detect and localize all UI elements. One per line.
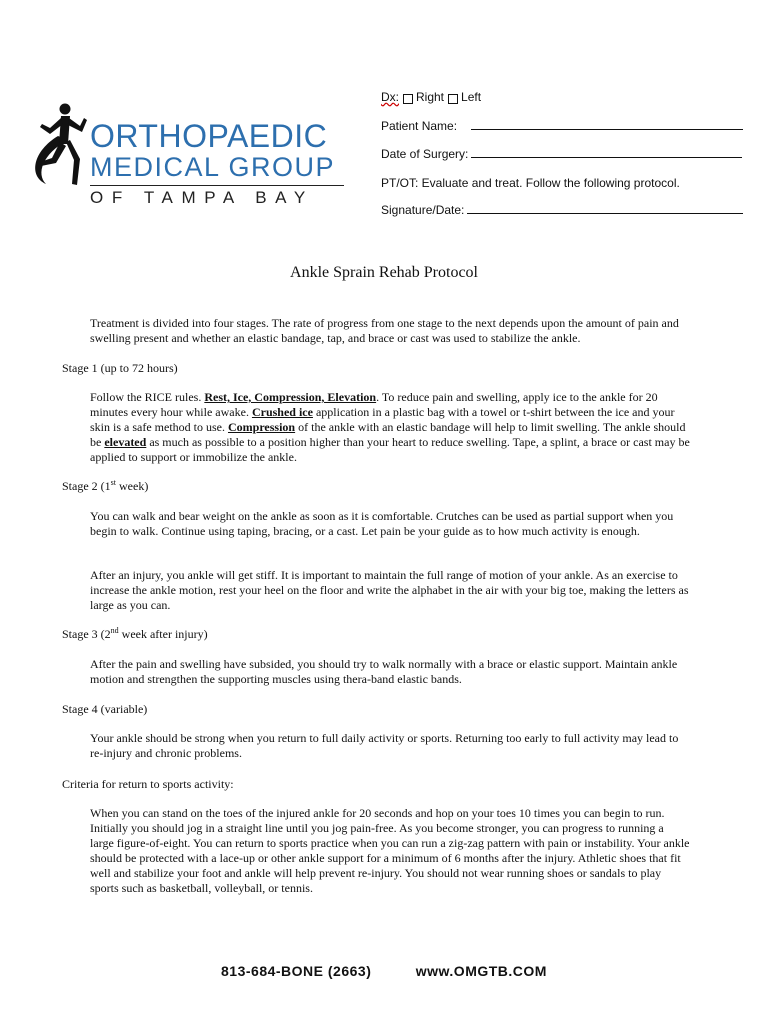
stage-4-heading: Stage 4 (variable)	[62, 702, 148, 716]
dx-row	[381, 90, 481, 104]
right-label: Right	[416, 90, 445, 104]
ptot-row	[381, 176, 680, 190]
logo-divider	[90, 185, 344, 186]
patient-name-label: Patient Name:	[381, 119, 458, 133]
criteria-heading: Criteria for return to sports activity:	[62, 777, 234, 791]
stage-2-paragraph-1: You can walk and bear weight on the ankle as soon as it is comfortable. Crutches can be used as partial support when you begin to walk. Continue using taping, bracing, or a cast. Let pain be your guide as to how much activity is enough.	[90, 509, 674, 538]
stage-2-heading: Stage 2 (1st week)	[62, 478, 149, 493]
surgery-date-row	[381, 147, 742, 161]
criteria-paragraph: When you can stand on the toes of the injured ankle for 20 seconds and hop on your toes 10 times you can begin to run. Initially you should jog in a straight line until you jog pain-free. As you become stronger, you can progress to running a large figure-of-eight. You can return to sports practice when you can run a zig-zag pattern with pain or instability. Your ankle should be protected with a lace-up or other ankle support for a minimum of 6 months after the injury. Athletic shoes that fit well and stabilize your foot and ankle will help prevent re-injury. You should not wear running shoes or sandals to play sports such as basketball, volleyball, or tennis.	[90, 806, 690, 895]
date-of-surgery-field[interactable]	[471, 156, 742, 158]
intro-paragraph: Treatment is divided into four stages. The rate of progress from one stage to the next depends upon the amount of pain and swelling present and whether an elastic bandage, tap, and brace or cast was used to stabilize the ankle.	[90, 316, 679, 345]
left-checkbox[interactable]	[448, 94, 458, 104]
logo-line-1: ORTHOPAEDIC	[90, 118, 328, 154]
stage-3-paragraph: After the pain and swelling have subsided, you should try to walk normally with a brace or elastic support. Maintain ankle motion and strengthen the supporting muscles using thera-band elastic bands.	[90, 657, 678, 686]
stage-3-heading: Stage 3 (2nd week after injury)	[62, 626, 208, 641]
signature-label: Signature/Date:	[381, 203, 465, 217]
practice-logo	[28, 96, 358, 216]
patient-name-field[interactable]	[471, 128, 743, 130]
right-checkbox[interactable]	[403, 94, 413, 104]
ptot-instruction: PT/OT: Evaluate and treat. Follow the following protocol.	[381, 176, 680, 190]
document-title: Ankle Sprain Rehab Protocol	[290, 264, 478, 281]
dx-label: Dx:	[381, 90, 399, 104]
signature-row	[381, 203, 743, 217]
logo-line-3: OF TAMPA BAY	[90, 188, 314, 207]
left-label: Left	[461, 90, 482, 104]
patient-name-row	[381, 119, 743, 133]
footer	[0, 963, 768, 979]
date-of-surgery-label: Date of Surgery:	[381, 147, 469, 161]
stage-2-paragraph-2: After an injury, you ankle will get stiff. It is important to maintain the full range of motion of your ankle. As an exercise to increase the ankle motion, rest your heel on the floor and write the alphabet in the air with your big toe, making the letters as large as you can.	[90, 568, 689, 612]
stage-1-heading: Stage 1 (up to 72 hours)	[62, 361, 178, 375]
stage-1-paragraph: Follow the RICE rules. Rest, Ice, Compression, Elevation. To reduce pain and swelling, apply ice to the ankle for 20 minutes every hour while awake. Crushed ice application in a plastic bag with a towel or t-shirt between the ice and your skin is a safe method to use. Compression of the ankle with an elastic bandage will help to limit swelling. The ankle should be elevated as much as possible to a position higher than your heart to reduce swelling. Tape, a splint, a brace or cast may be applied to support or immobilize the ankle.	[90, 390, 690, 464]
logo-line-2: MEDICAL GROUP	[90, 152, 336, 182]
footer-website[interactable]: www.OMGTB.COM	[415, 963, 547, 979]
footer-phone: 813-684-BONE (2663)	[221, 963, 372, 979]
signature-field[interactable]	[467, 212, 743, 214]
stage-4-paragraph: Your ankle should be strong when you return to full daily activity or sports. Returning too early to full activity may lead to re-injury and chronic problems.	[90, 731, 679, 760]
